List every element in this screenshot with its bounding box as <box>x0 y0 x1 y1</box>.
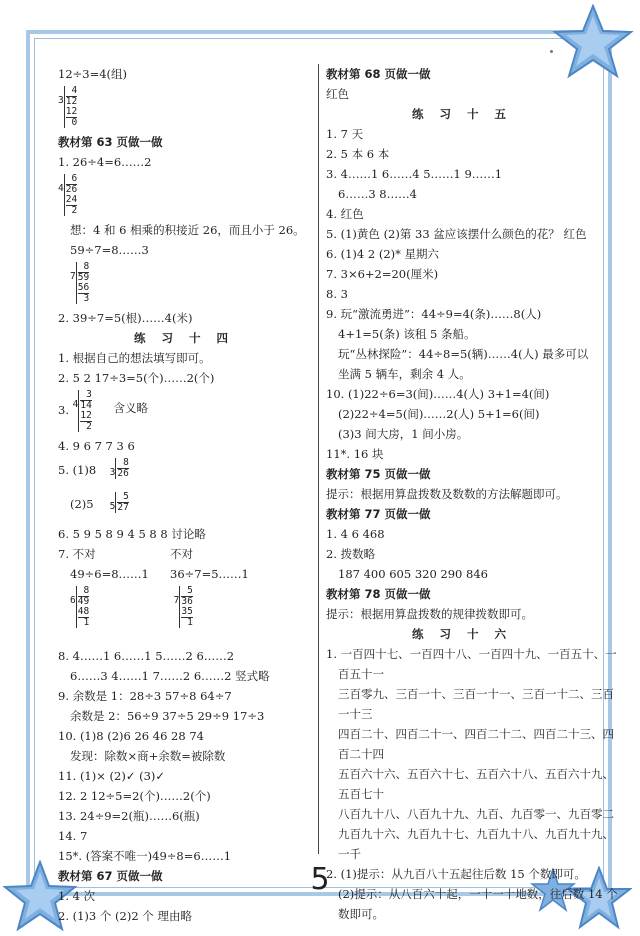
answer-line: 59÷7=8……3 <box>70 243 149 257</box>
answer-line: 一千 <box>338 847 361 861</box>
answer-line: (2)22÷4=5(间)……2(人) 5+1=6(间) <box>338 407 540 421</box>
answer-line: 4. 红色 <box>326 207 364 221</box>
answer-line: 2. 拨数略 <box>326 547 376 561</box>
answer-line: 坐满 5 辆车，剩余 4 人。 <box>338 367 471 381</box>
answer-line: 1. 根据自己的想法填写即可。 <box>58 351 211 365</box>
answer-line: 红色 <box>326 87 349 101</box>
long-division-26-by-4: 4 6 26 24 2 <box>58 173 78 216</box>
answer-line: 12. 2 12÷5=2(个)……2(个) <box>58 789 211 803</box>
exercise-heading: 练 习 十 五 <box>411 107 512 121</box>
section-heading: 教材第 68 页做一做 <box>326 67 431 81</box>
answer-line: 5. (1)黄色 (2)第 33 盆应该摆什么颜色的花？ 红色 <box>326 227 587 241</box>
answer-line: 15*. (答案不唯一)49÷8=6……1 <box>58 849 232 863</box>
answer-line: 一十三 <box>338 707 373 721</box>
column-divider <box>318 64 319 854</box>
answer-line: 12÷3=4(组) <box>58 67 128 81</box>
answer-line: 提示：根据用算盘拨数的规律拨数即可。 <box>326 607 533 621</box>
long-division-59-by-7: 7 8 59 56 3 <box>70 261 90 304</box>
answer-text: 36÷7=5……1 <box>170 567 249 581</box>
answer-line: 百二十四 <box>338 747 384 761</box>
answer-line: 6. 5 9 5 8 9 4 5 8 8 讨论略 <box>58 527 206 541</box>
answer-line: 五百六十六、五百六十七、五百六十八、五百六十九、 <box>338 767 614 781</box>
item-label: (2)5 <box>70 497 94 511</box>
answer-line: 9. 玩“激流勇进”：44÷9=4(条)……8(人) <box>326 307 542 321</box>
answer-text: 49÷6=8……1 <box>70 567 149 581</box>
answer-line: 6……3 8……4 <box>338 187 417 201</box>
answer-line: 9. 余数是 1：28÷3 57÷8 64÷7 <box>58 689 232 703</box>
answer-line: 6. (1)4 2 (2)* 星期六 <box>326 247 440 261</box>
decor-dot <box>550 50 553 53</box>
answer-line: 6……3 4……1 7……2 6……2 竖式略 <box>70 669 270 683</box>
section-heading: 教材第 67 页做一做 <box>58 869 163 883</box>
answer-text: 7. 不对 <box>58 547 96 561</box>
answer-line: 2. 5 2 17÷3=5(个)……2(个) <box>58 371 215 385</box>
answer-line: (3)3 间大房，1 间小房。 <box>338 427 469 441</box>
exercise-heading: 练 习 十 四 <box>133 331 234 345</box>
answer-line: 2. 39÷7=5(根)……4(米) <box>58 311 193 325</box>
answer-line: 1. 4 6 468 <box>326 527 385 541</box>
answer-line: 11*. 16 块 <box>326 447 384 461</box>
section-heading: 教材第 78 页做一做 <box>326 587 431 601</box>
answer-line: (2)提示：从八百六十起，一十一十地数，往后数 14 个 <box>338 887 618 901</box>
item-number: 3. <box>58 403 69 417</box>
long-division-49-by-6: 6 8 49 48 1 <box>70 585 90 628</box>
answer-line: 三百零九、三百一十、三百一十一、三百一十二、三百 <box>338 687 614 701</box>
answer-line: 13. 24÷9=2(瓶)……6(瓶) <box>58 809 200 823</box>
answer-line: 1. 26÷4=6……2 <box>58 155 152 169</box>
answer-line: 3. 4……1 6……4 5……1 9……1 <box>326 167 503 181</box>
answer-line: 数即可。 <box>338 907 384 921</box>
item-label: 5. (1)8 <box>58 463 97 477</box>
section-heading: 教材第 63 页做一做 <box>58 135 163 149</box>
answer-line: 想：4 和 6 相乘的积接近 26，而且小于 26。 <box>70 223 305 237</box>
long-division-36-by-7: 7 5 36 35 1 <box>173 585 193 628</box>
answer-line: 玩“丛林探险”：44÷8=5(辆)……4(人) 最多可以 <box>338 347 589 361</box>
answer-line: 四百二十、四百二十一、四百二十二、四百二十三、四 <box>338 727 614 741</box>
long-division-row <box>58 490 310 524</box>
answer-line: 4. 9 6 7 7 3 6 <box>58 439 135 453</box>
answer-line: 10. (1)8 (2)6 26 46 28 74 <box>58 729 204 743</box>
answer-line: 发现：除数×商+余数=被除数 <box>70 749 226 763</box>
long-division <box>58 260 310 308</box>
section-heading: 教材第 75 页做一做 <box>326 467 431 481</box>
long-division-12-by-3: 3 4 12 12 0 <box>58 85 78 128</box>
answer-line: 10. (1)22÷6=3(间)……4(人) 3+1=4(间) <box>326 387 550 401</box>
answer-line: 九百九十六、九百九十七、九百九十八、九百九十九、 <box>338 827 614 841</box>
long-division-row <box>58 388 310 436</box>
answer-line: 1. 4 次 <box>58 889 96 903</box>
long-division-26-by-3: 3 $\frac{8}{26}$ <box>109 457 129 479</box>
long-division-27-by-5: 5 $\frac{5}{27}$ <box>109 491 129 513</box>
answer-line <box>58 564 310 584</box>
note: 含义略 <box>113 401 148 415</box>
answer-line: 11. (1)× (2)✓ (3)✓ <box>58 769 166 783</box>
answer-line: 余数是 2：56÷9 37÷5 29÷9 17÷3 <box>70 709 265 723</box>
answer-line: 2. 5 本 6 本 <box>326 147 390 161</box>
section-heading: 教材第 77 页做一做 <box>326 507 431 521</box>
answer-line: 百五十一 <box>338 667 384 681</box>
left-column <box>58 64 310 926</box>
answer-line: 2. (1)提示：从九百八十五起往后数 15 个数即可。 <box>326 867 586 881</box>
answer-line: 14. 7 <box>58 829 88 843</box>
page-number: 5 <box>310 862 330 897</box>
long-division-14-by-4: 4 3 14 12 2 <box>72 389 92 432</box>
answer-line: 1. 7 天 <box>326 127 364 141</box>
right-column <box>326 64 618 924</box>
answer-line <box>58 544 310 564</box>
answer-line: 2. (1)3 个 (2)2 个 理由略 <box>58 909 192 923</box>
answer-line: 7. 3×6+2=20(厘米) <box>326 267 439 281</box>
long-division <box>58 84 310 132</box>
long-division-row <box>58 584 310 646</box>
long-division <box>58 172 310 220</box>
answer-line: 提示：根据用算盘拨数及数数的方法解题即可。 <box>326 487 568 501</box>
exercise-heading: 练 习 十 六 <box>411 627 512 641</box>
answer-line: 1. 一百四十七、一百四十八、一百四十九、一百五十、一 <box>326 647 617 661</box>
answer-line: 4+1=5(条) 该租 5 条船。 <box>338 327 476 341</box>
answer-text: 不对 <box>170 547 193 561</box>
answer-line: 8. 3 <box>326 287 348 301</box>
answer-line: 八百九十八、八百九十九、九百、九百零一、九百零二 <box>338 807 614 821</box>
answer-line: 五百七十 <box>338 787 384 801</box>
answer-line: 8. 4……1 6……1 5……2 6……2 <box>58 649 235 663</box>
answer-line: 187 400 605 320 290 846 <box>338 567 488 581</box>
long-division-row <box>58 456 310 490</box>
